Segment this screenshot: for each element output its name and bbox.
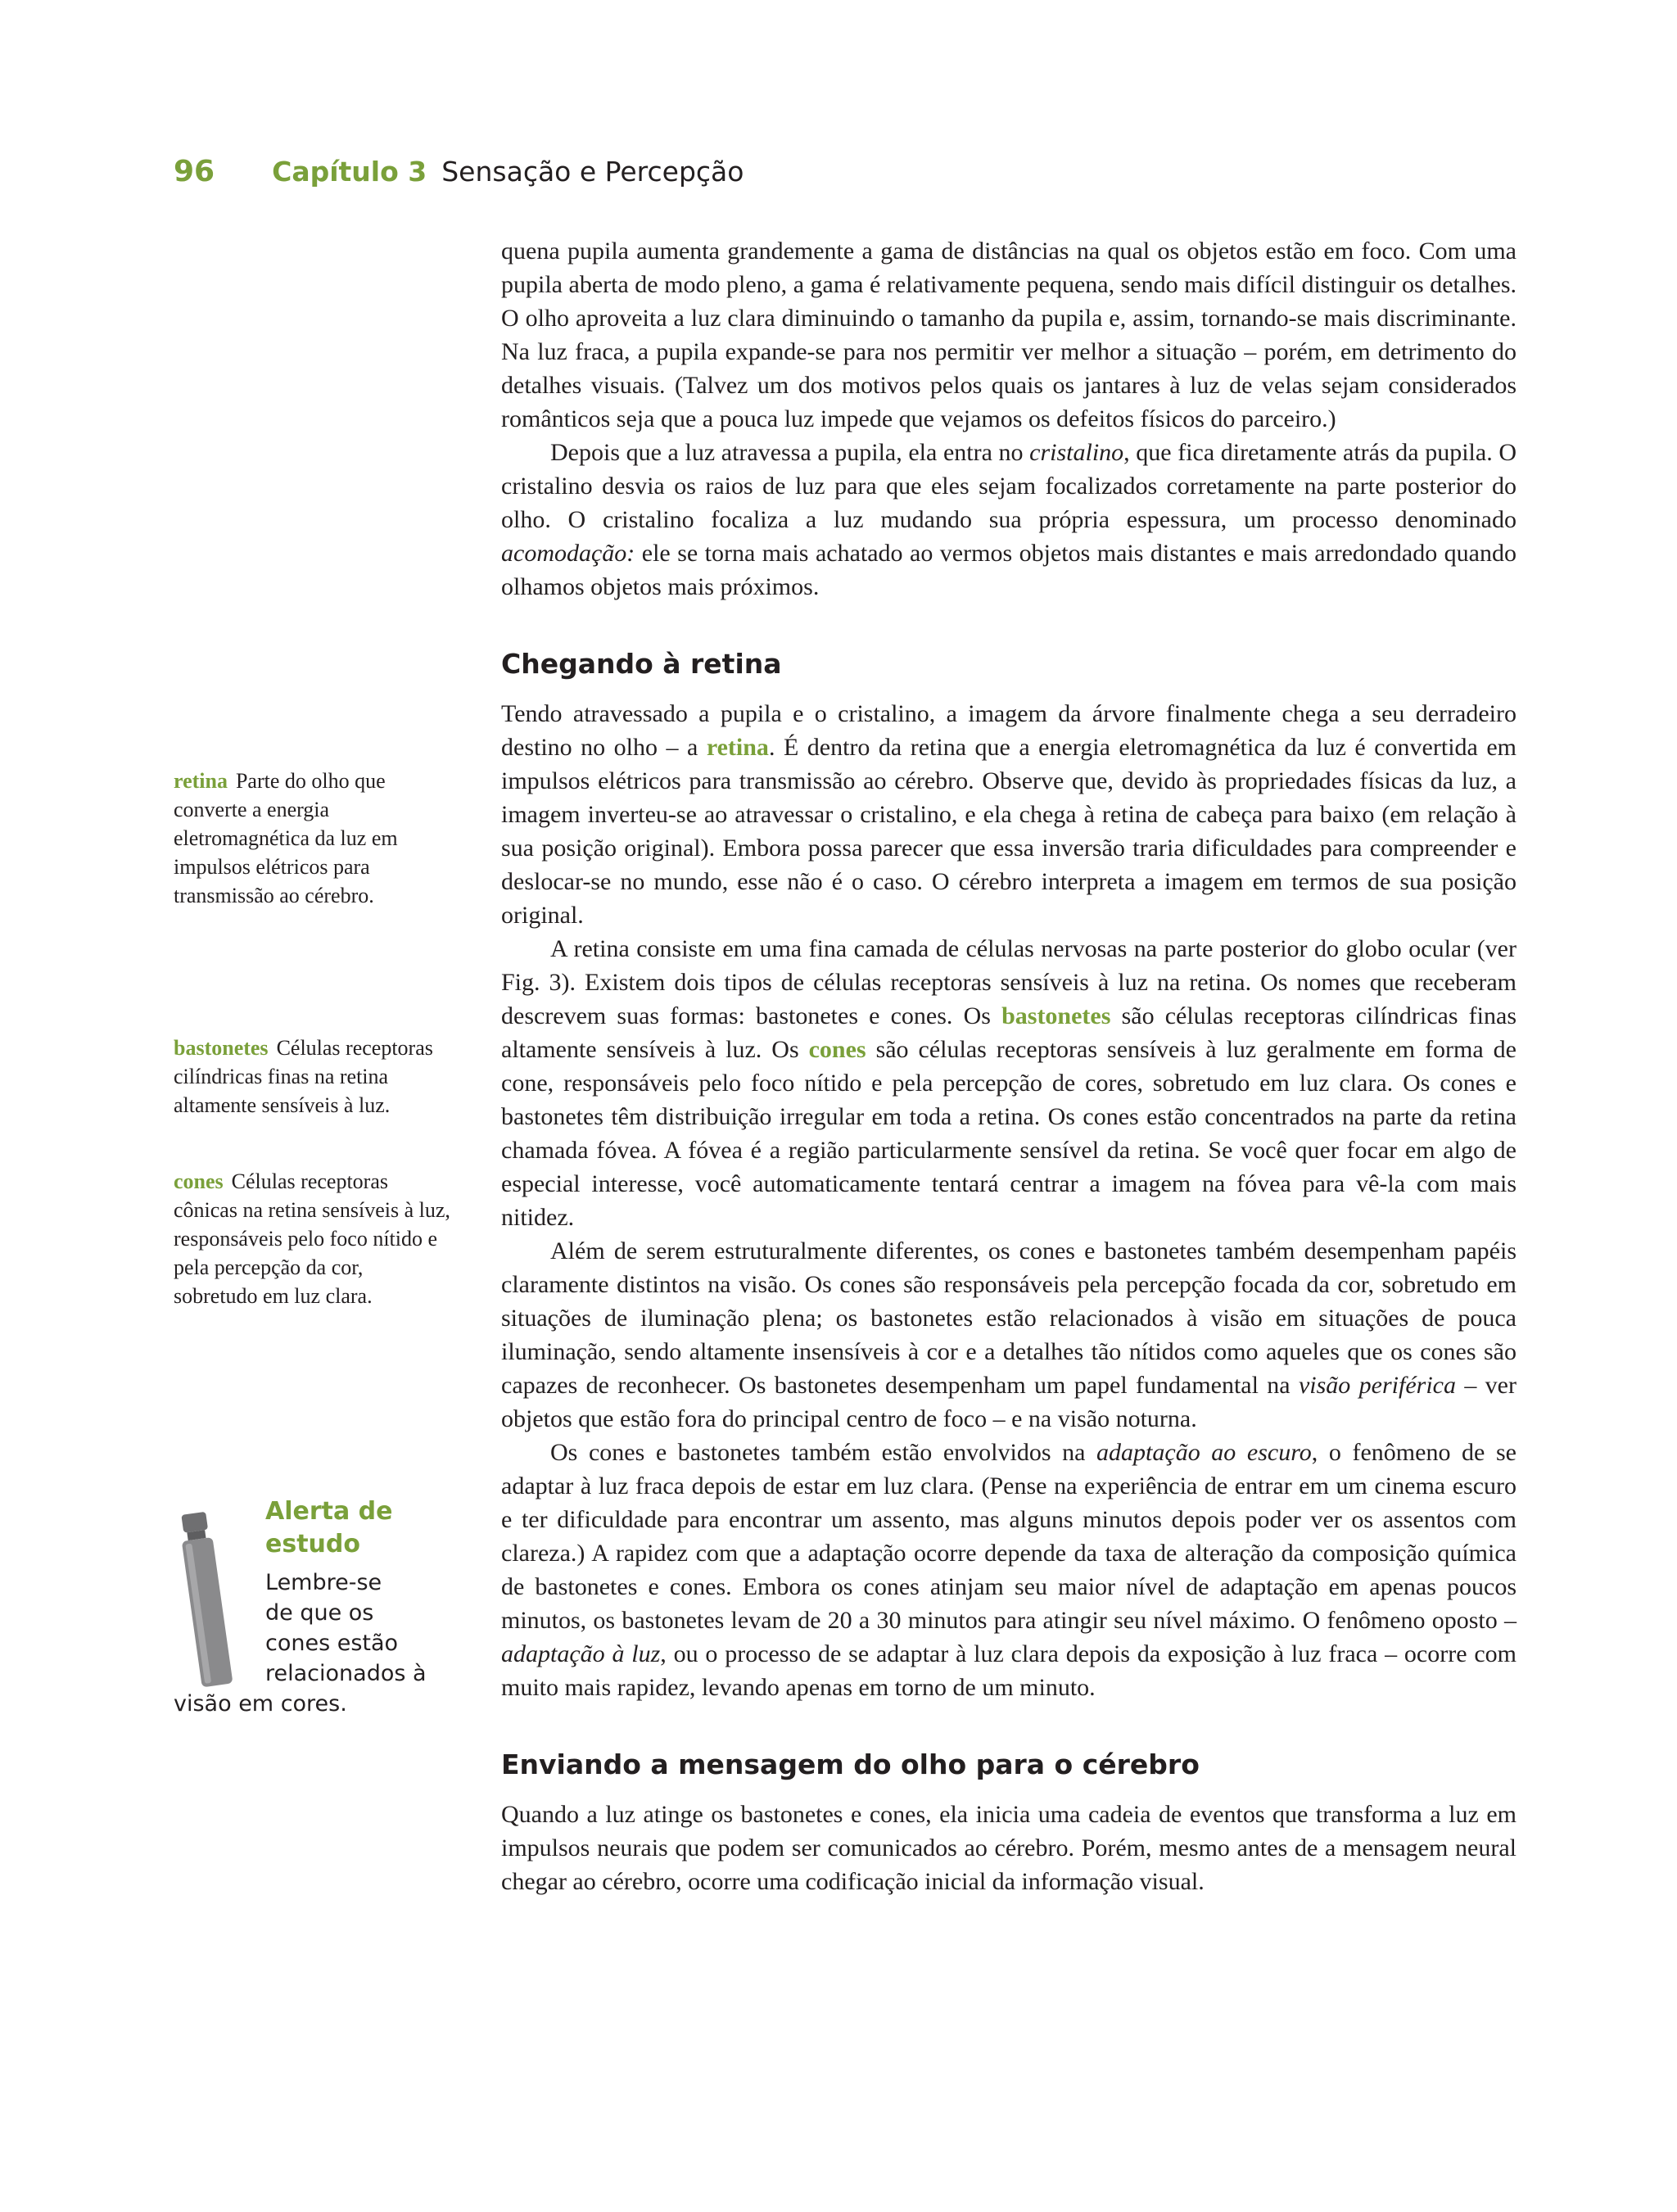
study-alert-title: Alerta de estudo: [265, 1497, 393, 1558]
paragraph-cristalino: Depois que a luz atravessa a pupila, ela entra no cristalino, que fica diretamente atrás da pupila. O cristalino desvia os raios de luz para que eles sejam focalizados corretamente na parte posterior do olho. O cristalino focaliza a luz mudando sua própria espessura, um processo denominado acomodação: ele se torna mais achatado ao vermos objetos mais distantes e mais arredondado quando olhamos objetos mais próximos.: [501, 439, 1517, 600]
chapter-title: Sensação e Percepção: [441, 156, 744, 188]
paragraph-dark-adaptation: Os cones e bastonetes também estão envolvidos na adaptação ao escuro, o fenômeno de se adaptar à luz fraca depois de estar em luz clara. (Pense na experiência de entrar em um cinema escuro e ter dificuldade para encontrar um assento, mas alguns minutos depois poder ver os assentos com clareza.) A rapidez com que a adaptação ocorre depende da taxa de alteração da composição química de bastonetes e cones. Embora os cones atinjam seu maior nível de adaptação em apenas poucos minutos, os bastonetes levam de 20 a 30 minutos para atingir seu nível máximo. O fenômeno oposto – adaptação à luz, ou o processo de se adaptar à luz clara depois da exposição à luz fraca – ocorre com muito mais rapidez, levando apenas em torno de um minuto.: [501, 1439, 1517, 1701]
glossary-entry-retina: [174, 767, 452, 910]
study-alert-text: Lembre-se de que os cones estão relacionados à visão em cores.: [174, 1570, 427, 1717]
term-adaptacao-luz: adaptação à luz: [501, 1640, 661, 1667]
term-acomodacao: acomodação:: [501, 540, 635, 567]
paragraph-neural-message: Quando a luz atinge os bastonetes e cones, ela inicia uma cadeia de eventos que transforma a luz em impulsos neurais que podem ser comunicados ao cérebro. Porém, mesmo antes de a mensagem neural chegar ao cérebro, ocorre uma codificação inicial da informação visual.: [501, 1801, 1517, 1895]
keyword-retina: retina: [706, 734, 769, 761]
keyword-cones: cones: [808, 1036, 866, 1063]
glossary-entry-cones: [174, 1167, 452, 1310]
paragraph-pupil-continued: quena pupila aumenta grandemente a gama de distâncias na qual os objetos estão em foco. Com uma pupila aberta de modo pleno, a gama é relativamente pequena, sendo mais difícil distinguir os detalhes. O olho aproveita a luz clara diminuindo o tamanho da pupila e, assim, tornando-se mais discriminante. Na luz fraca, a pupila expande-se para nos permitir ver melhor a situação – porém, em detrimento do detalhes visuais. (Talvez um dos motivos pelos quais os jantares à luz de velas sejam considerados românticos seja que a pouca luz impede que vejamos os defeitos físicos do parceiro.): [501, 237, 1517, 432]
term-adaptacao-escuro: adaptação ao escuro: [1096, 1439, 1312, 1466]
main-text-column: [501, 234, 1517, 1898]
glossary-definition: Células receptoras cilíndricas finas na retina altamente sensíveis à luz.: [174, 1036, 433, 1117]
paragraph-rods-cones: A retina consiste em uma fina camada de células nervosas na parte posterior do globo ocular (ver Fig. 3). Existem dois tipos de células receptoras sensíveis à luz na retina. Os nomes que receberam descrevem suas formas: bastonetes e cones. Os bastonetes são células receptoras cilíndricas finas altamente sensíveis à luz. Os cones são células receptoras sensíveis à luz geralmente em forma de cone, responsáveis pelo foco nítido e pela percepção de cores, sobretudo em luz clara. Os cones e bastonetes têm distribuição irregular em toda a retina. Os cones estão concentrados na parte da retina chamada fóvea. A fóvea é a região particularmente sensível da retina. Se você quer focar em algo de especial interesse, você automaticamente tentará centrar a imagem na fóvea para vê-la com mais nitidez.: [501, 935, 1517, 1231]
glossary-term: bastonetes: [174, 1036, 269, 1060]
glossary-term: retina: [174, 769, 228, 793]
page-number: 96: [174, 155, 215, 188]
highlighter-marker-icon: [174, 1505, 247, 1694]
keyword-bastonetes: bastonetes: [1001, 1002, 1111, 1029]
glossary-definition: Parte do olho que converte a energia eletromagnética da luz em impulsos elétricos para transmissão ao cérebro.: [174, 769, 398, 907]
running-head: [174, 152, 744, 192]
study-alert-box: [174, 1495, 468, 1719]
paragraph-retina-intro: Tendo atravessado a pupila e o cristalino, a imagem da árvore finalmente chega a seu derradeiro destino no olho – a retina. É dentro da retina que a energia eletromagnética da luz é convertida em impulsos elétricos para transmissão ao cérebro. Observe que, devido às propriedades físicas da luz, a imagem inverteu-se ao atravessar o cristalino, e ela chega à retina de cabeça para baixo (em relação à sua posição original). Embora possa parecer que essa inversão traria dificuldades para compreender e deslocar-se no mundo, esse não é o caso. O cérebro interpreta a imagem em termos de sua posição original.: [501, 700, 1517, 929]
glossary-definition: Células receptoras cônicas na retina sensíveis à luz, responsáveis pelo foco nítido e pela percepção da cor, sobretudo em luz clara.: [174, 1169, 450, 1308]
term-visao-periferica: visão periférica: [1298, 1372, 1456, 1399]
glossary-term: cones: [174, 1169, 224, 1193]
chapter-label: Capítulo 3: [272, 156, 427, 188]
paragraph-rods-cones-roles: Além de serem estruturalmente diferentes, os cones e bastonetes também desempenham papéis claramente distintos na visão. Os cones são responsáveis pela percepção focada da cor, sobretudo em situações de iluminação plena; os bastonetes estão relacionados à visão em situações de pouca iluminação, sendo altamente insensíveis à cor e a detalhes tão nítidos como aqueles que os cones são capazes de reconhecer. Os bastonetes desempenham um papel fundamental na visão periférica – ver objetos que estão fora do principal centro de foco – e na visão noturna.: [501, 1237, 1517, 1432]
section-heading-retina: Chegando à retina: [501, 648, 782, 680]
glossary-entry-bastonetes: [174, 1034, 452, 1120]
section-heading-message: Enviando a mensagem do olho para o cérebro: [501, 1748, 1200, 1780]
term-cristalino: cristalino: [1029, 439, 1124, 466]
